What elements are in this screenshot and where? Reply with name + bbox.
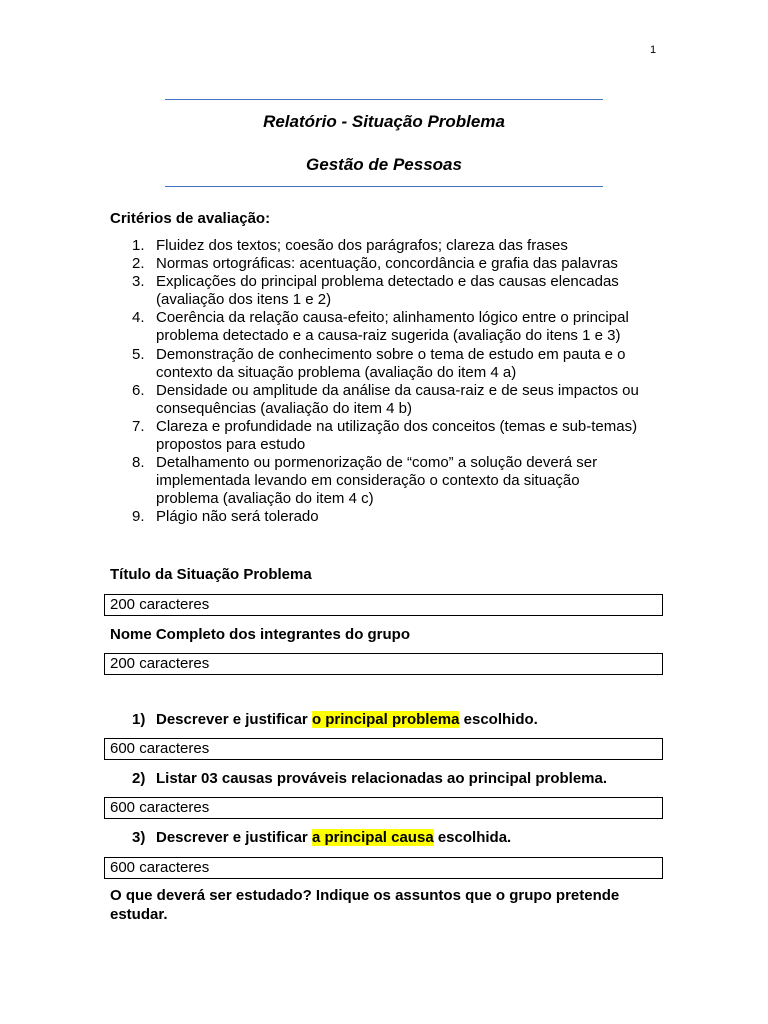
criteria-item-number: 9. — [132, 508, 145, 526]
criteria-item-line: Demonstração de conhecimento sobre o tema de estudo em pauta e o — [156, 345, 626, 363]
criteria-item-number: 2. — [132, 255, 145, 273]
question-number: 3) — [132, 829, 146, 846]
document-title: Relatório - Situação Problema — [263, 112, 505, 131]
criteria-item-line: problema (avaliação do item 4 c) — [156, 490, 374, 508]
question-number: 2) — [132, 770, 146, 787]
question-2 — [132, 770, 607, 787]
criteria-item — [110, 237, 670, 255]
criteria-item-number: 3. — [132, 273, 145, 291]
group-members-label: Nome Completo dos integrantes do grupo — [110, 626, 411, 643]
question-2-answer-field[interactable]: 600 caracteres — [104, 797, 663, 819]
question-text: Descrever e justificar — [156, 829, 312, 846]
criteria-item-line: Plágio não será tolerado — [156, 508, 319, 526]
criteria-item-number: 7. — [132, 417, 145, 435]
criteria-item-line: Detalhamento ou pormenorização de “como” a solução deverá ser — [156, 454, 598, 472]
criteria-item-line: Densidade ou amplitude da análise da causa-raiz e de seus impactos ou — [156, 381, 639, 399]
criteria-item-number: 6. — [132, 381, 145, 399]
criteria-item-line: consequências (avaliação do item 4 b) — [156, 399, 412, 417]
situation-title-label: Título da Situação Problema — [110, 566, 312, 583]
question-highlight: o principal problema — [311, 711, 460, 728]
criteria-item — [110, 346, 670, 382]
criteria-item-line: Clareza e profundidade na utilização dos conceitos (temas e sub-temas) — [156, 417, 638, 435]
criteria-item — [110, 508, 670, 526]
header-rule-top — [165, 99, 603, 100]
question-highlight: a principal causa — [311, 829, 434, 846]
document-subtitle: Gestão de Pessoas — [306, 155, 462, 174]
criteria-item-number: 1. — [132, 237, 145, 254]
header-rule-bottom — [165, 186, 603, 187]
group-members-field[interactable]: 200 caracteres — [104, 653, 663, 675]
study-prompt — [110, 887, 670, 924]
criteria-item-number: 5. — [132, 345, 145, 363]
situation-title-field[interactable]: 200 caracteres — [104, 594, 663, 616]
criteria-item-line: contexto da situação problema (avaliação do item 4 a) — [156, 363, 517, 381]
criteria-item-line: Explicações do principal problema detectado e das causas elencadas — [156, 273, 619, 291]
question-3 — [132, 829, 511, 846]
question-number: 1) — [132, 711, 146, 728]
criteria-item — [110, 255, 670, 273]
question-1-answer-field[interactable]: 600 caracteres — [104, 738, 663, 760]
question-1 — [132, 711, 538, 728]
criteria-item — [110, 418, 670, 454]
criteria-list — [110, 237, 670, 527]
criteria-item — [110, 382, 670, 418]
criteria-item-number: 8. — [132, 454, 145, 472]
criteria-item-line: Normas ortográficas: acentuação, concordância e grafia das palavras — [156, 255, 618, 273]
criteria-item-line: Coerência da relação causa-efeito; alinhamento lógico entre o principal — [156, 309, 629, 327]
criteria-item — [110, 309, 670, 345]
criteria-item — [110, 273, 670, 309]
criteria-item-line: implementada levando em consideração o contexto da situação — [156, 472, 580, 490]
question-text-end: escolhida. — [433, 829, 512, 846]
study-prompt-line: O que deverá ser estudado? Indique os assuntos que o grupo pretende — [110, 887, 620, 904]
question-text: Descrever e justificar — [156, 711, 312, 728]
criteria-item-line: (avaliação dos itens 1 e 2) — [156, 291, 332, 309]
question-text-end: escolhido. — [459, 711, 538, 728]
criteria-heading: Critérios de avaliação: — [110, 210, 271, 227]
criteria-item-number: 4. — [132, 309, 145, 327]
criteria-item-line: propostos para estudo — [156, 436, 306, 454]
study-prompt-line: estudar. — [110, 905, 168, 923]
question-3-answer-field[interactable]: 600 caracteres — [104, 857, 663, 879]
question-text: Listar 03 causas prováveis relacionadas ao principal problema. — [156, 770, 608, 787]
criteria-item — [110, 454, 670, 508]
criteria-item-line: problema detectado e a causa-raiz sugerida (avaliação do itens 1 e 3) — [156, 327, 621, 345]
page-number: 1 — [650, 44, 657, 56]
criteria-item-line: Fluidez dos textos; coesão dos parágrafos; clareza das frases — [156, 237, 568, 254]
